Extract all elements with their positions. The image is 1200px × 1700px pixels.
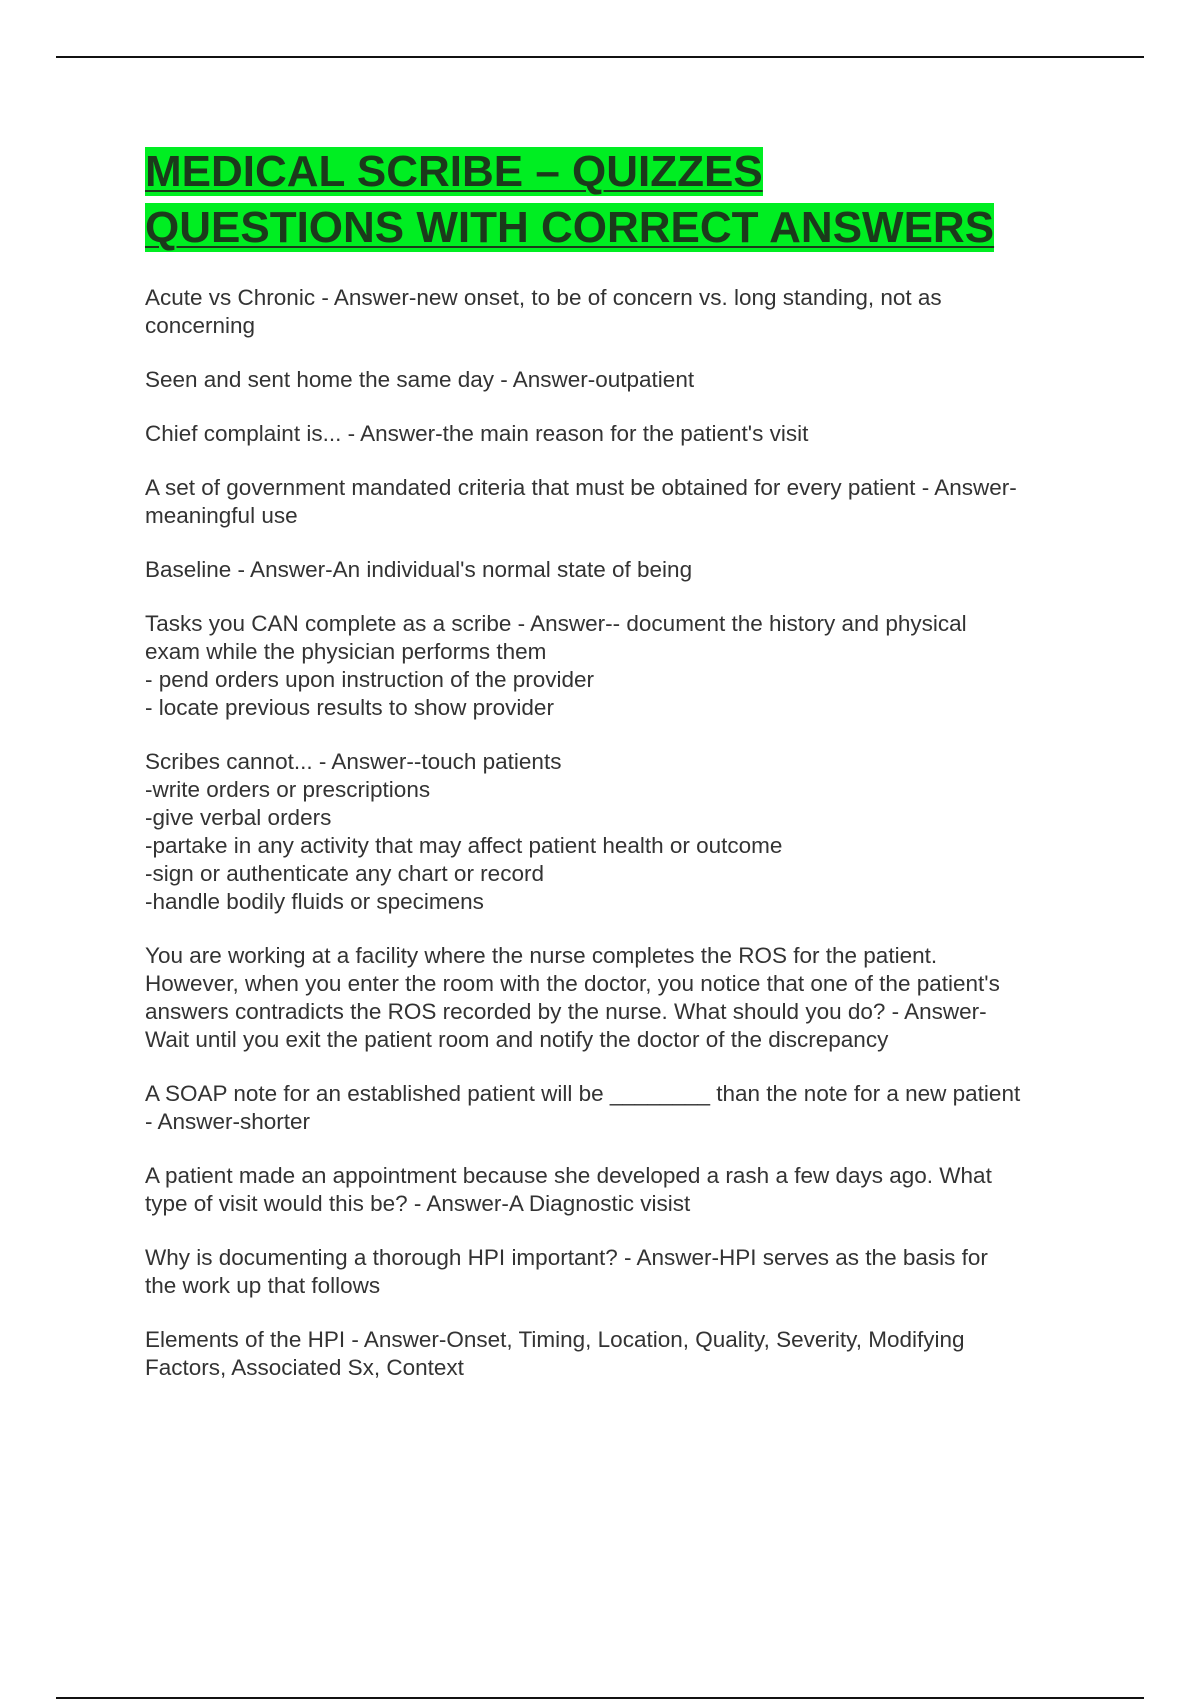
qa-item: Scribes cannot... - Answer--touch patients -write orders or prescriptions -give verbal orders -partake in any activity that may affect patient health or outcome -sign or authenticate any chart or record -handle bodily fluids or specimens bbox=[145, 749, 783, 914]
document-title bbox=[145, 144, 1095, 256]
bottom-rule bbox=[56, 1697, 1144, 1699]
qa-item: Elements of the HPI - Answer-Onset, Timing, Location, Quality, Severity, Modifying Factors, Associated Sx, Context bbox=[145, 1327, 965, 1380]
qa-item: You are working at a facility where the nurse completes the ROS for the patient. However, when you enter the room with the doctor, you notice that one of the patient's answers contradicts the ROS recorded by the nurse. What should you do? - Answer- Wait until you exit the patient room and notify the doctor of the discrepancy bbox=[145, 943, 1000, 1052]
title-line-2: QUESTIONS WITH CORRECT ANSWERS bbox=[145, 203, 995, 252]
top-rule bbox=[56, 56, 1144, 58]
qa-item: A patient made an appointment because she developed a rash a few days ago. What type of visit would this be? - Answer-A Diagnostic visist bbox=[145, 1163, 992, 1216]
qa-item: A set of government mandated criteria that must be obtained for every patient - Answer- meaningful use bbox=[145, 475, 1017, 528]
qa-item: A SOAP note for an established patient will be ________ than the note for a new patient - Answer-shorter bbox=[145, 1081, 1021, 1134]
qa-item: Acute vs Chronic - Answer-new onset, to be of concern vs. long standing, not as concerning bbox=[145, 285, 942, 338]
qa-item: Tasks you CAN complete as a scribe - Answer-- document the history and physical exam while the physician performs them - pend orders upon instruction of the provider - locate previous results to show provider bbox=[145, 611, 967, 720]
qa-item: Baseline - Answer-An individual's normal state of being bbox=[145, 557, 693, 582]
title-line-1: MEDICAL SCRIBE – QUIZZES bbox=[145, 147, 763, 196]
qa-item: Chief complaint is... - Answer-the main reason for the patient's visit bbox=[145, 421, 809, 446]
qa-item: Why is documenting a thorough HPI important? - Answer-HPI serves as the basis for the work up that follows bbox=[145, 1245, 988, 1298]
qa-item: Seen and sent home the same day - Answer-outpatient bbox=[145, 367, 695, 392]
document-body bbox=[145, 144, 1095, 1408]
